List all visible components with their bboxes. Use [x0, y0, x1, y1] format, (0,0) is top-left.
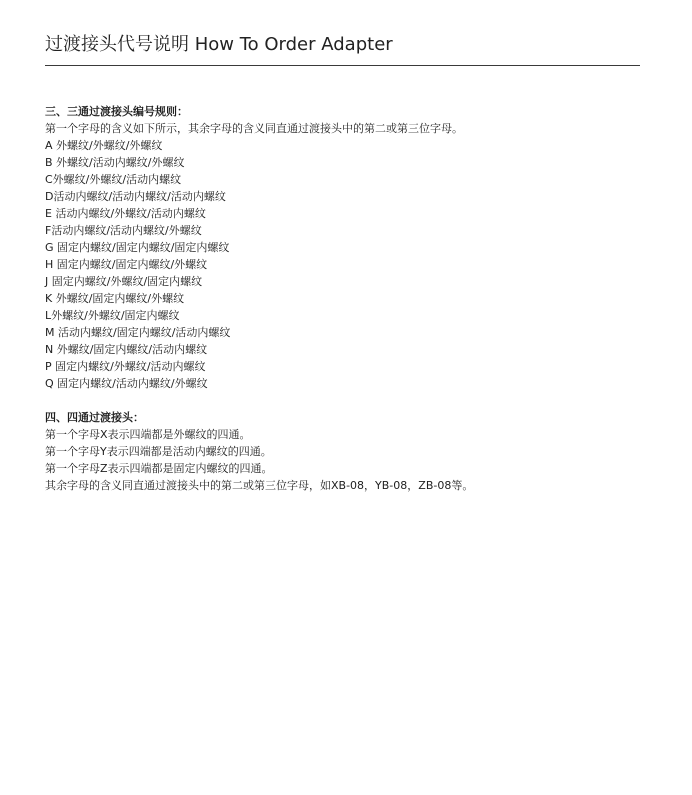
- description-line: 其余字母的含义同直通过渡接头中的第二或第三位字母，如XB-08，YB-08，ZB-08等。: [45, 479, 474, 492]
- section-intro: 第一个字母的含义如下所示，其余字母的含义同直通过渡接头中的第二或第三位字母。: [45, 122, 463, 135]
- section-cross-adapter: [45, 409, 645, 494]
- description-line: 第一个字母Y表示四端都是活动内螺纹的四通。: [45, 445, 272, 458]
- code-line: G 固定内螺纹/固定内螺纹/固定内螺纹: [45, 241, 230, 254]
- code-line: L外螺纹/外螺纹/固定内螺纹: [45, 309, 180, 322]
- code-line: A 外螺纹/外螺纹/外螺纹: [45, 139, 163, 152]
- code-line: C外螺纹/外螺纹/活动内螺纹: [45, 173, 182, 186]
- code-line: B 外螺纹/活动内螺纹/外螺纹: [45, 156, 185, 169]
- page-header: [45, 33, 640, 66]
- code-line: H 固定内螺纹/固定内螺纹/外螺纹: [45, 258, 208, 271]
- description-line: 第一个字母X表示四端都是外螺纹的四通。: [45, 428, 251, 441]
- section-tee-adapter-rules: [45, 103, 645, 392]
- section-heading: 三、三通过渡接头编号规则：: [45, 105, 188, 118]
- code-line: D活动内螺纹/活动内螺纹/活动内螺纹: [45, 190, 226, 203]
- code-line: Q 固定内螺纹/活动内螺纹/外螺纹: [45, 377, 208, 390]
- code-line: F活动内螺纹/活动内螺纹/外螺纹: [45, 224, 202, 237]
- description-line: 第一个字母Z表示四端都是固定内螺纹的四通。: [45, 462, 273, 475]
- code-line: K 外螺纹/固定内螺纹/外螺纹: [45, 292, 185, 305]
- document-body: [45, 103, 645, 494]
- code-line: E 活动内螺纹/外螺纹/活动内螺纹: [45, 207, 206, 220]
- code-line: N 外螺纹/固定内螺纹/活动内螺纹: [45, 343, 208, 356]
- code-line: J 固定内螺纹/外螺纹/固定内螺纹: [45, 275, 203, 288]
- section-heading: 四、四通过渡接头：: [45, 411, 144, 424]
- code-line: M 活动内螺纹/固定内螺纹/活动内螺纹: [45, 326, 231, 339]
- code-line: P 固定内螺纹/外螺纹/活动内螺纹: [45, 360, 206, 373]
- page-title: 过渡接头代号说明 How To Order Adapter: [45, 34, 393, 55]
